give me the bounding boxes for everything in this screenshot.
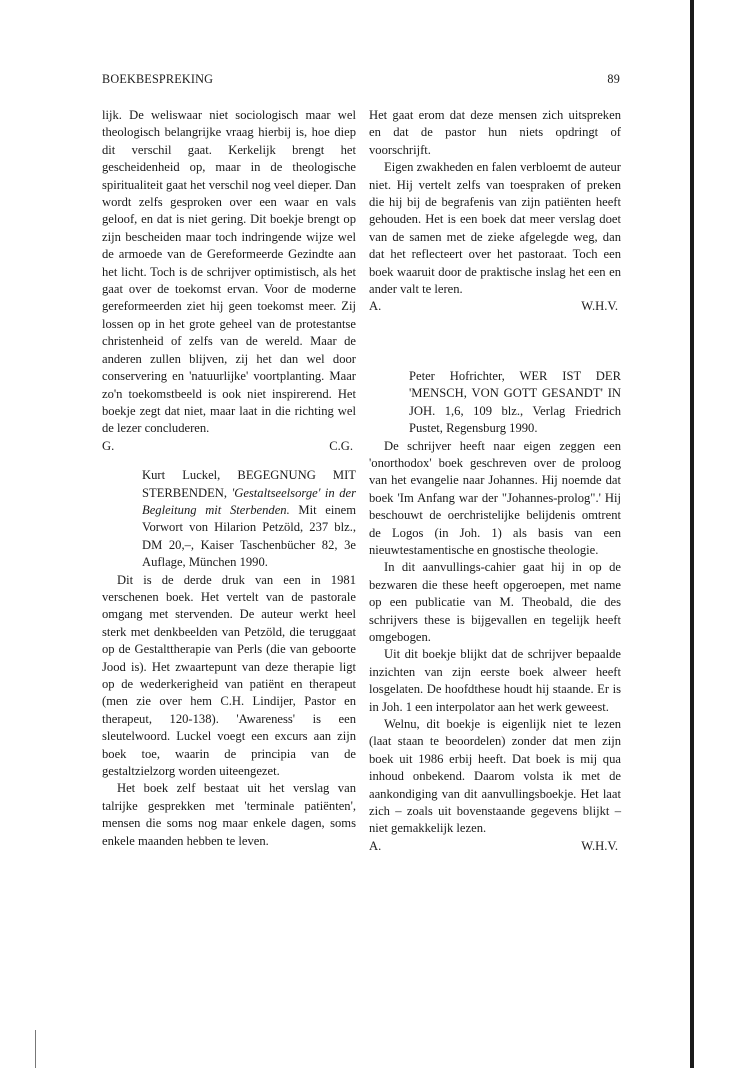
paragraph: Dit is de derde druk van een in 1981 verschenen boek. Het vertelt van de pastorale omgang met stervenden. De auteur werkt heel sterk met denkbeelden van Petzöld, die teruggaat op de Gestalttherapie van Perls (die van geboorte Jood is). Het zwaartepunt van deze therapie ligt op de wederkerigheid van patiënt en therapeut (men zie over hem C.H. Lindijer, Pastor en therapeut, 120-138). 'Awareness' is een sleutelwoord. Luckel voegt een excurs aan zijn boek toe, waarin de principia van de gestaltzielzorg worden uiteengezet. [102, 572, 356, 779]
section-title: BOEKBESPREKING [102, 72, 214, 86]
signature [369, 298, 621, 315]
signature-initial: G. [102, 438, 115, 453]
book-citation: Peter Hofrichter, WER IST DER 'MENSCH, VON GOTT GESANDT' IN JOH. 1,6, 109 blz., Verlag Friedrich Pustet, Regensburg 1990. [409, 368, 621, 436]
page-margin-line [35, 1030, 36, 1068]
paragraph: Het boek zelf bestaat uit het verslag van talrijke gesprekken met 'terminale patiënten', mensen die soms nog maar enkele dagen, soms enkele maanden hebben te leven. [102, 781, 356, 848]
citation-details: Mit einem Vorwort von Hilarion Petzöld, 237 blz., DM 20,–, Kaiser Taschenbücher 82, 3e Auflage, München 1990. [142, 502, 357, 570]
book-citation [102, 467, 356, 571]
signature [369, 838, 621, 855]
signature-author: W.H.V. [581, 838, 618, 853]
signature-initial: A. [369, 838, 382, 853]
paragraph: Het gaat erom dat deze mensen zich uitspreken en dat de pastor hun niets opdringt of voorschrijft. [369, 108, 621, 157]
signature [102, 438, 356, 455]
signature-initial: A. [369, 299, 382, 314]
citation-subtitle: 'Gestaltseelsorge' in der Begleitung mit Sterbenden. [142, 485, 357, 517]
citation-text: Kurt Luckel, BEGEGNUNG MIT STERBENDEN, [142, 468, 356, 500]
page-edge-shadow [690, 0, 694, 1068]
paragraph: De schrijver heeft naar eigen zeggen een 'onorthodox' boek geschreven over de proloog van het evangelie naar Johannes. Hij noemde dat boek 'Im Anfang war der "Johannes-prolog".' Hij beschouwt de oerchristelijke belijdenis omtrent de Logos (in Joh. 1) als basis van een nieuwtestamentische en gnostische theologie. [369, 438, 621, 557]
paragraph: lijk. De weliswaar niet sociologisch maar wel theologisch belangrijke vraag hierbij is, hoe diep dit verschil gaat. Kerkelijk brengt het gescheidenheid op, maar in de theologische spiritualiteit gaat het verschil nog veel dieper. Dan wordt zelfs gesproken over een waar en vals geloof, en dat is niet gering. Dit boekje brengt op zijn bescheiden maar toch indringende wijze wel de armoede van de Gereformeerde Gezindte aan het licht. Toch is de schrijver optimistisch, als het gaat over de toekomst ervan. Voor de moderne gereformeerden ziet hij geen toekomst meer. Zij lossen op in het grote geheel van de protestantse christenheid of zelfs van de wereld. Maar de anderen zullen blijven, zij het dan wel door conservering en 'natuurlijke' voortplanting. Maar zo'n toekomstbeeld is ook niet inspirerend. Het boekje zegt dat niet, maar laat in die richting wel de lezer concluderen. [102, 108, 356, 436]
signature-author: C.G. [329, 438, 353, 453]
paragraph: In dit aanvullings-cahier gaat hij in op de bezwaren die these heeft opgeroepen, met name op een publicatie van M. Theobald, die des schrijvers these is bijgevallen en tegelijk heeft omgebogen. [369, 560, 621, 644]
paragraph: Uit dit boekje blijkt dat de schrijver bepaalde inzichten van zijn eerste boek alweer heeft losgelaten. De hoofdthese houdt hij staande. Er is in Joh. 1 een interpolator aan het werk geweest. [369, 647, 621, 714]
running-header [102, 72, 620, 88]
paragraph: Welnu, dit boekje is eigenlijk niet te lezen (laat staan te beoordelen) zonder dat men zijn boek uit 1986 erbij heeft. Dat boek is mij qua inhoud onbekend. Daarom volsta ik met de aankondiging van dit aanvullingsboekje. Het laat zich – zoals uit bovenstaande gegevens blijkt – niet gemakkelijk lezen. [369, 717, 621, 836]
paragraph: Eigen zwakheden en falen verbloemt de auteur niet. Hij vertelt zelfs van toespraken of preken die hij bij de begrafenis van zijn patiënten heeft gehouden. Het is een boek dat meer verslag doet van de samen met de zieke afgelegde weg, dan dat het reflecteert over het pastoraat. Toch een boek waaruit door de praktische inslag het een en ander valt te leren. [369, 160, 621, 297]
left-column [102, 107, 356, 850]
signature-author: W.H.V. [581, 299, 618, 314]
page-number: 89 [607, 72, 620, 86]
right-column [369, 107, 621, 855]
